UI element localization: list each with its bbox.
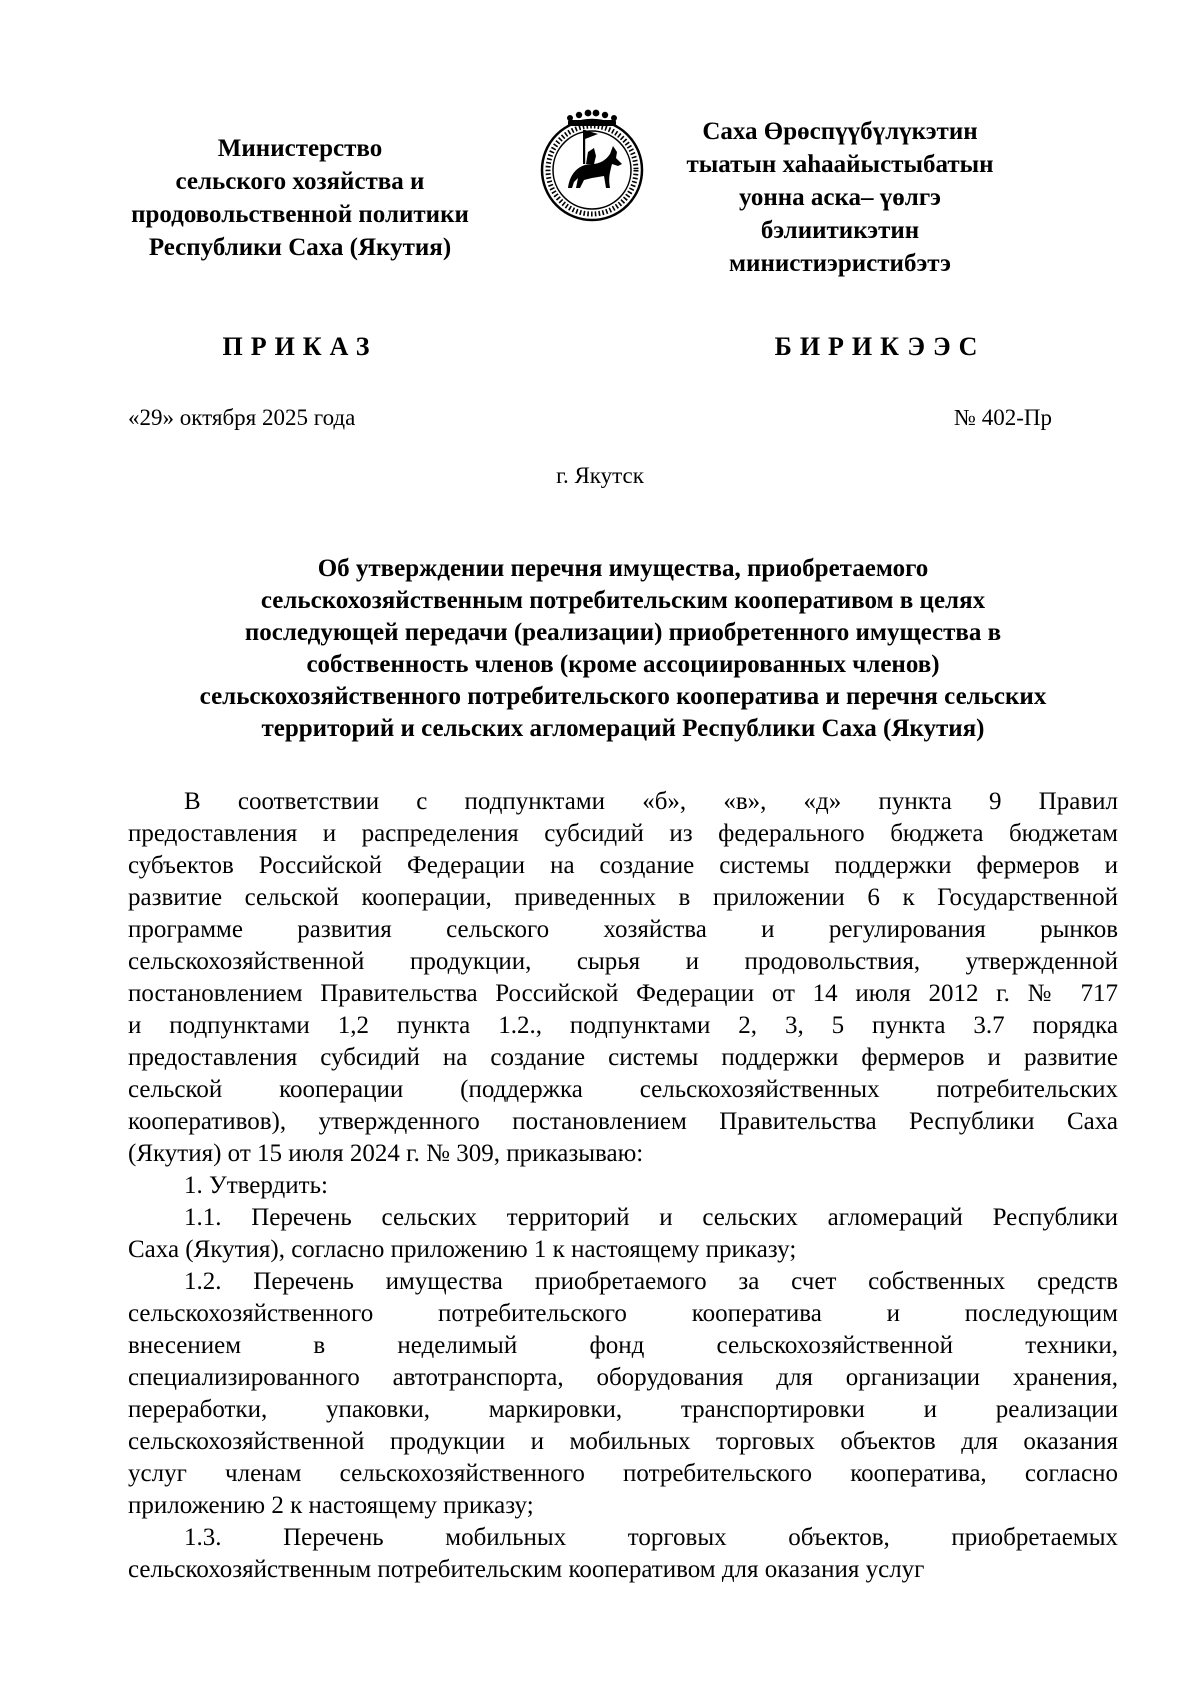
- body-line: специализированного автотранспорта, оборудования для организации хранения,: [128, 1364, 1118, 1391]
- body-line: переработки, упаковки, маркировки, транспортировки и реализации: [128, 1396, 1118, 1423]
- body-line: программе развития сельского хозяйства и регулирования рынков: [128, 916, 1118, 943]
- order-number: № 402-Пр: [954, 405, 1052, 430]
- body-line: сельской кооперации (поддержка сельскохозяйственных потребительских: [128, 1076, 1118, 1103]
- ministry-name-ru-line: Министерство: [217, 135, 383, 162]
- title-line: Об утверждении перечня имущества, приобретаемого: [317, 555, 929, 582]
- ministry-name-ru-line: продовольственной политики: [131, 201, 469, 228]
- body-line: и подпунктами 1,2 пункта 1.2., подпунктами 2, 3, 5 пункта 3.7 порядка: [128, 1012, 1118, 1039]
- body-line: субъектов Российской Федерации на создание системы поддержки фермеров и: [128, 852, 1118, 879]
- order-title: [128, 553, 1118, 745]
- ministry-name-sakha-line: бэлиитикэтин: [760, 217, 920, 244]
- body-line: 1. Утвердить:: [184, 1172, 328, 1199]
- body-line: (Якутия) от 15 июля 2024 г. № 309, приказываю:: [128, 1140, 644, 1167]
- body-line: сельскохозяйственного потребительского кооператива и последующим: [128, 1300, 1118, 1327]
- ministry-name-sakha-line: тыатын хаһаайыстыбатын: [686, 151, 994, 178]
- body-line: сельскохозяйственным потребительским кооперативом для оказания услуг: [128, 1556, 925, 1583]
- body-line: сельскохозяйственной продукции и мобильных торговых объектов для оказания: [128, 1428, 1118, 1455]
- title-line: территорий и сельских агломераций Республики Саха (Якутия): [261, 715, 985, 742]
- title-line: сельскохозяйственного потребительского кооператива и перечня сельских: [199, 683, 1047, 710]
- sakha-coat-of-arms-icon: [534, 108, 650, 224]
- body-line: 1.1. Перечень сельских территорий и сельских агломераций Республики: [184, 1204, 1118, 1231]
- title-line: собственность членов (кроме ассоциированных членов): [306, 651, 940, 678]
- title-line: сельскохозяйственным потребительским кооперативом в целях: [260, 587, 986, 614]
- ministry-name-sakha: [640, 115, 1040, 280]
- order-date: «29» октября 2025 года: [128, 405, 356, 430]
- body-line: 1.3. Перечень мобильных торговых объектов, приобретаемых: [184, 1524, 1118, 1551]
- order-body: [128, 786, 1118, 1586]
- body-line: предоставления субсидий на создание системы поддержки фермеров и развитие: [128, 1044, 1118, 1071]
- doc-type-sakha: БИРИКЭЭС: [774, 332, 986, 361]
- body-line: Саха (Якутия), согласно приложению 1 к настоящему приказу;: [128, 1236, 797, 1263]
- ministry-name-ru-line: Республики Саха (Якутия): [148, 234, 452, 261]
- body-line: постановлением Правительства Российской Федерации от 14 июля 2012 г. № 717: [128, 980, 1118, 1007]
- ministry-name-sakha-line: уонна аска– үөлгэ: [739, 184, 941, 211]
- ministry-name-sakha-line: министиэристибэтэ: [729, 250, 951, 277]
- body-line: предоставления и распределения субсидий из федерального бюджета бюджетам: [128, 820, 1118, 847]
- body-line: приложению 2 к настоящему приказу;: [128, 1492, 534, 1519]
- ministry-name-ru: [60, 132, 540, 264]
- doc-type-ru: ПРИКАЗ: [222, 332, 378, 361]
- order-city: г. Якутск: [556, 463, 644, 488]
- body-line: 1.2. Перечень имущества приобретаемого за счет собственных средств: [184, 1268, 1118, 1295]
- body-line: кооперативов), утвержденного постановлением Правительства Республики Саха: [128, 1108, 1118, 1135]
- body-line: внесением в неделимый фонд сельскохозяйственной техники,: [128, 1332, 1118, 1359]
- ministry-name-sakha-line: Саха Өрөспүүбүлүкэтин: [702, 118, 978, 145]
- ministry-name-ru-line: сельского хозяйства и: [175, 168, 425, 195]
- body-line: развитие сельской кооперации, приведенных в приложении 6 к Государственной: [128, 884, 1118, 911]
- body-line: услуг членам сельскохозяйственного потребительского кооператива, согласно: [128, 1460, 1118, 1487]
- body-line: сельскохозяйственной продукции, сырья и продовольствия, утвержденной: [128, 948, 1118, 975]
- body-line: В соответствии с подпунктами «б», «в», «д» пункта 9 Правил: [184, 788, 1118, 815]
- title-line: последующей передачи (реализации) приобретенного имущества в: [244, 619, 1002, 646]
